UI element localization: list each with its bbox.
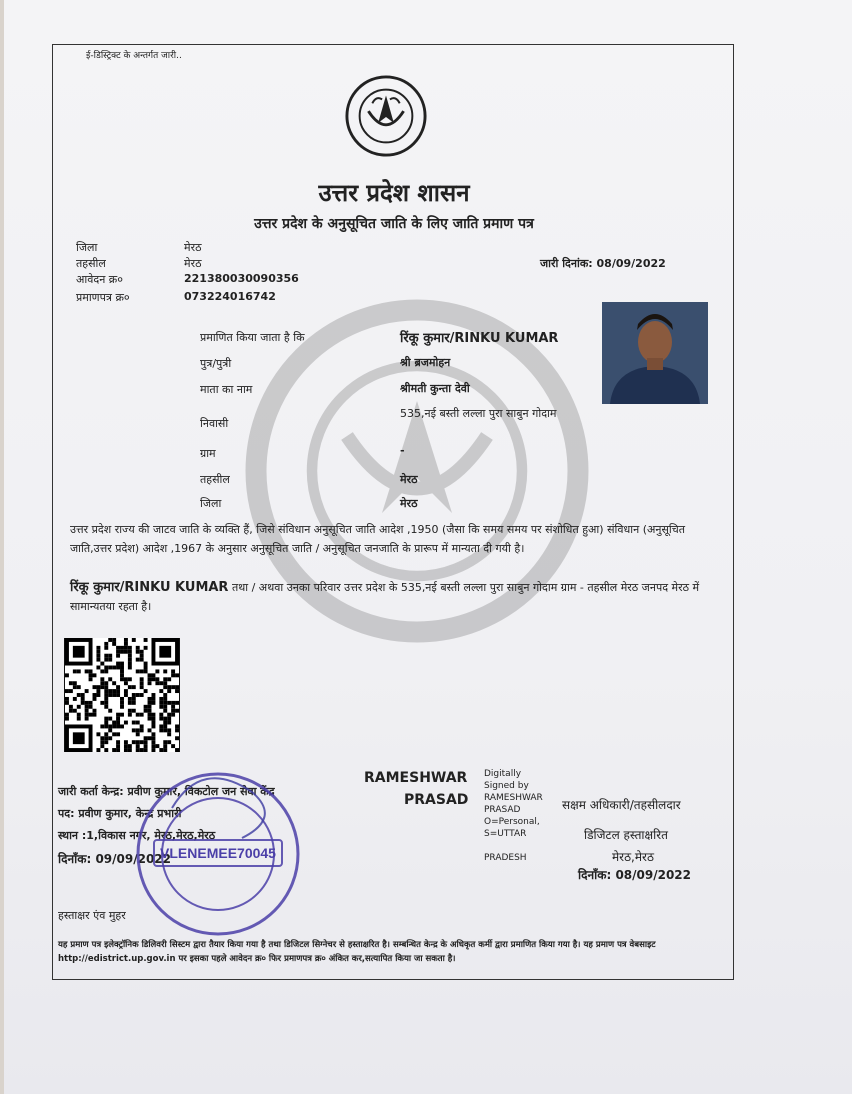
application-value: 221380030090356: [184, 272, 299, 285]
certificate-value: 073224016742: [184, 290, 276, 303]
certificate-label: प्रमाणपत्र क्र०: [76, 291, 130, 304]
tehsil-value: मेरठ: [184, 257, 202, 270]
authority-title: सक्षम अधिकारी/तहसीलदार: [562, 798, 681, 812]
district-label: जिला: [76, 241, 98, 254]
issue-date: जारी दिनांक: 08/09/2022: [540, 257, 666, 270]
caste-statement: उत्तर प्रदेश राज्य की जाटव जाति के व्यक्ति हैं, जिसे संविधान अनुसूचित जाति आदेश ,1950 (जैसा कि समय समय पर संशोधित हुआ) संविधान (अनुसूचित जाति,उत्तर प्रदेश) आदेश ,1967 के अनुसार अनुसूचित जाति / अनुसूचित जनजाति के प्रारूप में मान्यता दी गयी है।: [70, 523, 686, 555]
detail-label-district: जिला: [200, 497, 222, 510]
detail-value-father: श्री ब्रजमोहन: [400, 356, 451, 369]
page-title: उत्तर प्रदेश शासन: [318, 179, 470, 207]
signer-name-line2: PRASAD: [404, 792, 469, 808]
issuer-post: पद: प्रवीण कुमार, केन्द्र प्रभारी: [58, 807, 182, 820]
verification-footer: यह प्रमाण पत्र इलेक्ट्रॉनिक डिलिवरी सिस्टम द्वारा तैयार किया गया है तथा डिजिटल सिग्नेचर से हस्ताक्षरित है। सम्बन्धित केन्द्र के अधिकृत कर्मी द्वारा प्रमाणित किया गया है। यह प्रमाण पत्र वेबसाइट http://edistrict.up.gov.in पर इसका पहले आवेदन क्र० फिर प्रमाणपत्र क्र० अंकित कर,सत्यापित किया जा सकता है।: [58, 940, 656, 964]
residence-statement: [70, 578, 710, 616]
signer-name-line1: RAMESHWAR: [364, 770, 468, 786]
detail-value-tehsil: मेरठ: [400, 473, 418, 486]
issuer-place: स्थान :1,विकास नगर, मेरठ,मेरठ,मेरठ: [58, 829, 216, 842]
ds-line: PRADESH: [484, 853, 527, 863]
ds-line: O=Personal,: [484, 817, 540, 827]
ds-line: RAMESHWAR: [484, 793, 543, 803]
issuer-date: दिनाँक: 09/09/2022: [58, 852, 172, 866]
detail-value-village: -: [400, 444, 405, 457]
detail-value-address: 535,नई बस्ती लल्ला पुरा साबुन गोदाम: [400, 407, 557, 420]
detail-value-district: मेरठ: [400, 497, 418, 510]
stamp-code: VLENEMEE70045: [160, 845, 276, 861]
digital-sign-details: [484, 768, 543, 864]
detail-value-name: रिंकू कुमार/RINKU KUMAR: [400, 331, 559, 346]
detail-label-mother: माता का नाम: [200, 383, 253, 396]
detail-label-resident: निवासी: [200, 417, 229, 430]
residence-text: तथा / अथवा उनका परिवार उत्तर प्रदेश के 535,नई बस्ती लल्ला पुरा साबुन गोदाम ग्राम - तहसील मेरठ जनपद मेरठ में सामान्यतया रहता है।: [70, 581, 700, 613]
tehsil-label: तहसील: [76, 257, 106, 270]
page-subtitle: उत्तर प्रदेश के अनुसूचित जाति के लिए जाति प्रमाण पत्र: [254, 216, 534, 232]
person-photo-icon: [602, 302, 708, 404]
header-note: ई-डिस्ट्रिक्ट के अन्तर्गत जारी..: [86, 51, 182, 61]
seal-stamp-icon: [132, 768, 304, 940]
detail-label-village: ग्राम: [200, 447, 216, 460]
district-value: मेरठ: [184, 241, 202, 254]
ds-line: Digitally: [484, 769, 522, 779]
detail-label-certify: प्रमाणित किया जाता है कि: [200, 331, 305, 344]
authority-date: दिनाँक: 08/09/2022: [578, 868, 692, 882]
authority-signed: डिजिटल हस्ताक्षरित: [584, 828, 668, 842]
applicant-photo: [602, 302, 708, 404]
up-emblem-icon: [337, 74, 435, 158]
ds-line: Signed by: [484, 781, 529, 791]
detail-label-parent: पुत्र/पुत्री: [200, 357, 232, 370]
ds-line: S=UTTAR: [484, 829, 527, 839]
detail-label-tehsil: तहसील: [200, 473, 230, 486]
ds-line: [484, 840, 543, 852]
qr-code[interactable]: [64, 638, 180, 752]
authority-place: मेरठ,मेरठ: [612, 850, 654, 864]
application-label: आवेदन क्र०: [76, 273, 123, 286]
certificate-paper: [4, 0, 852, 1094]
sign-label: हस्ताक्षर एंव मुहर: [58, 909, 126, 922]
ds-line: PRASAD: [484, 805, 521, 815]
detail-value-mother: श्रीमती कुन्ता देवी: [400, 382, 470, 395]
resident-name: रिंकू कुमार/RINKU KUMAR: [70, 580, 229, 595]
issuer-centre: जारी कर्ता केन्द्र: प्रवीण कुमार, विकटोल जन सेवा केंद्र: [58, 785, 275, 798]
